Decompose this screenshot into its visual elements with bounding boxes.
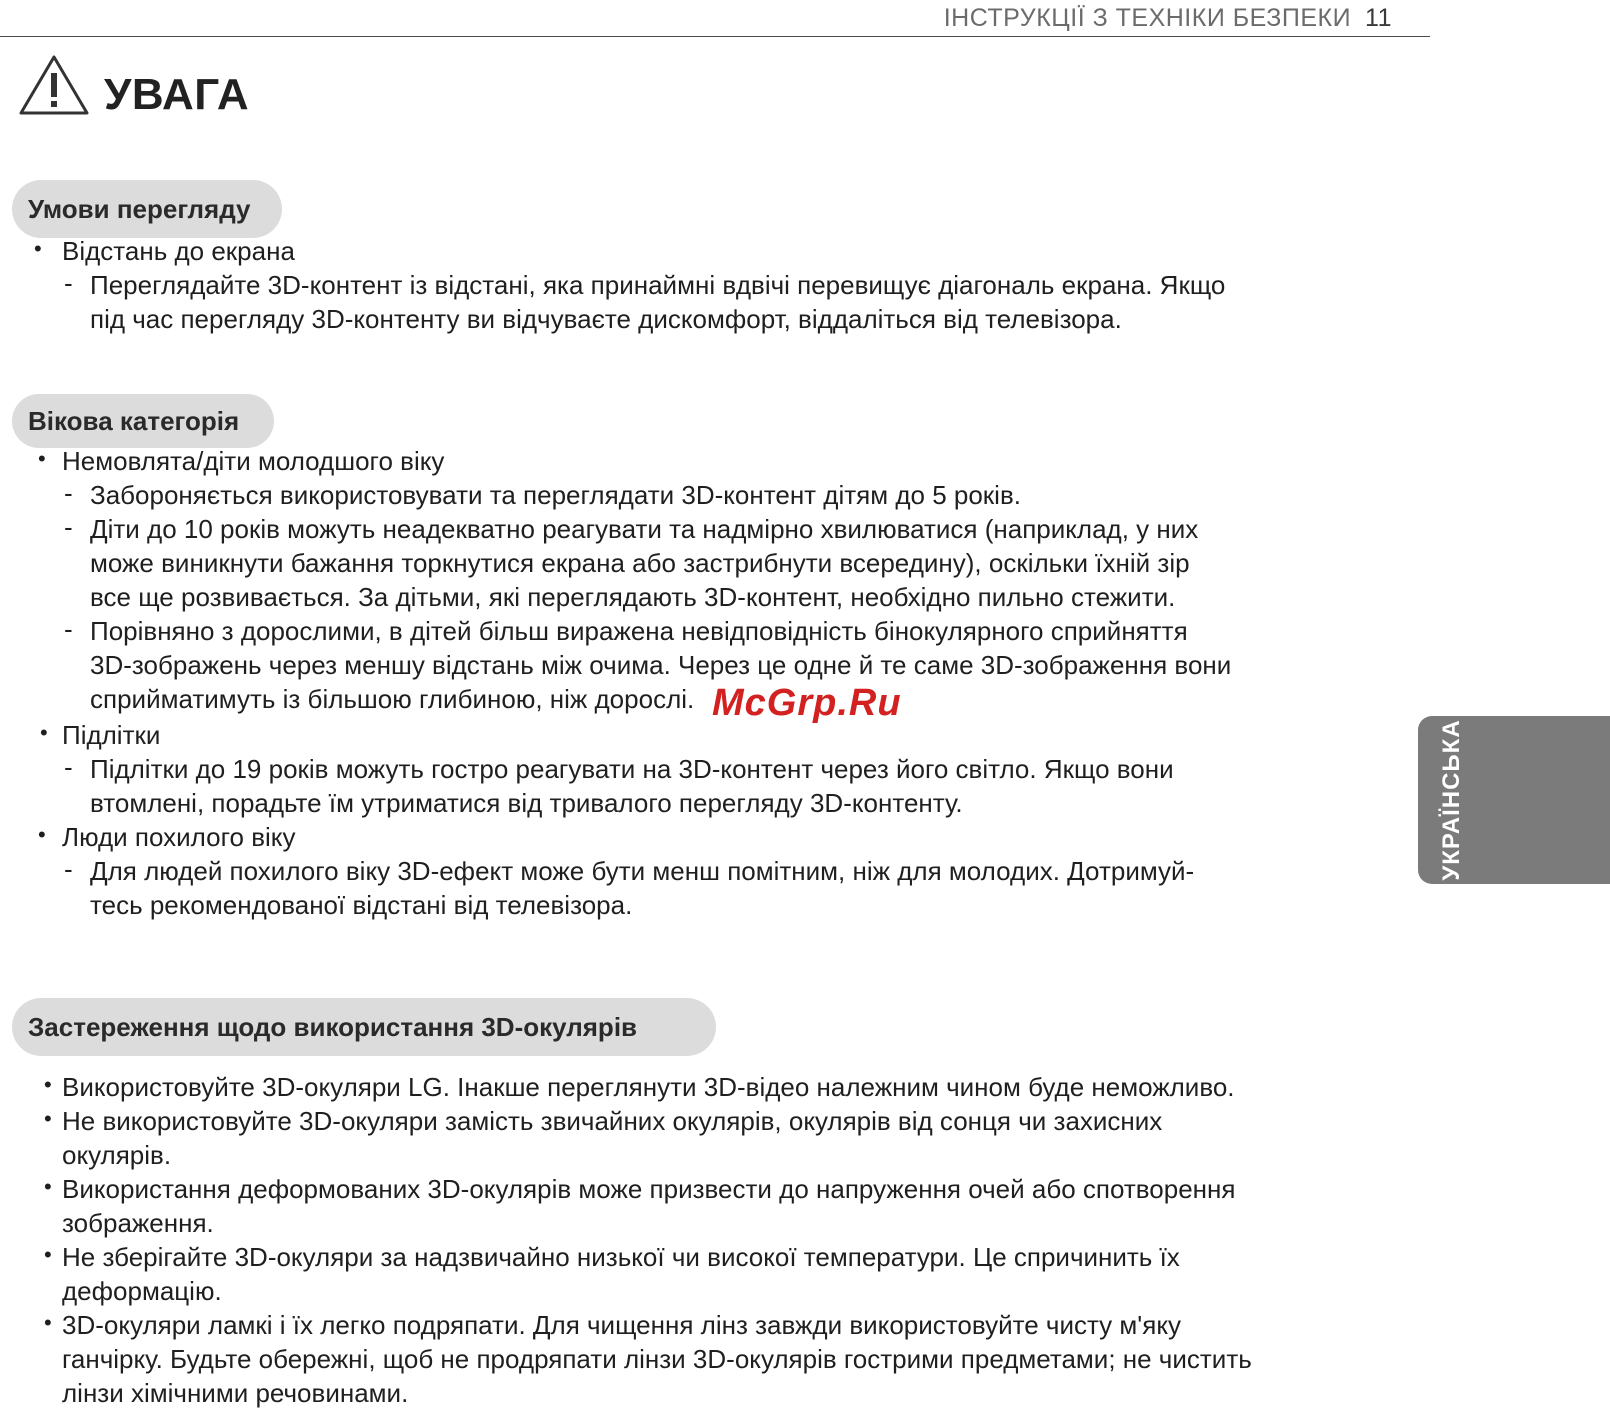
list-item: Підлітки до 19 років можуть гостро реагувати на 3D-контент через його світло. Якщо вони <box>90 754 1174 784</box>
list-item: Використовуйте 3D-окуляри LG. Інакше переглянути 3D-відео належним чином буде неможливо. <box>62 1072 1235 1102</box>
bullet-dot: • <box>44 1072 52 1097</box>
bullet-dot: • <box>38 822 46 847</box>
header-title: ІНСТРУКЦІЇ З ТЕХНІКИ БЕЗПЕКИ <box>943 3 1352 32</box>
list-item: втомлені, порадьте їм утриматися від тривалого перегляду 3D-контенту. <box>90 788 963 818</box>
watermark: McGrp.Ru <box>712 682 902 724</box>
list-item: все ще розвивається. За дітьми, які переглядають 3D-контент, необхідно пильно стежити. <box>90 582 1176 612</box>
warning-heading <box>18 50 249 120</box>
list-item: Підлітки <box>62 720 161 750</box>
dash-marker: - <box>64 478 73 508</box>
list-item: Забороняється використовувати та переглядати 3D-контент дітям до 5 років. <box>90 480 1021 510</box>
list-item: Порівняно з дорослими, в дітей більш виражена невідповідність бінокулярного сприйняття <box>90 616 1188 646</box>
bullet-dot: • <box>44 1242 52 1267</box>
list-item: Використання деформованих 3D-окулярів може призвести до напруження очей або спотворення <box>62 1174 1236 1204</box>
list-item: Немовлята/діти молодшого віку <box>62 446 445 476</box>
dash-marker: - <box>64 614 73 644</box>
bullet-dot: • <box>40 720 48 745</box>
section-heading-age: Вікова категорія <box>12 394 274 448</box>
warning-triangle-icon <box>18 53 90 117</box>
list-item: Люди похилого віку <box>62 822 296 852</box>
list-item: Не зберігайте 3D-окуляри за надзвичайно низької чи високої температури. Це спричинить їх <box>62 1242 1180 1272</box>
language-tab <box>1418 716 1610 884</box>
list-item: тесь рекомендованої відстані від телевізора. <box>90 890 633 920</box>
list-item: під час перегляду 3D-контенту ви відчуваєте дискомфорт, віддаліться від телевізора. <box>90 304 1122 334</box>
list-item: Для людей похилого віку 3D-ефект може бути менш помітним, ніж для молодих. Дотримуй- <box>90 856 1195 886</box>
bullet-dot: • <box>38 446 46 471</box>
list-item: окулярів. <box>62 1140 172 1170</box>
bullet-dot: • <box>34 236 42 261</box>
warning-title: УВАГА <box>104 70 250 119</box>
list-item: лінзи хімічними речовинами. <box>62 1378 409 1408</box>
list-item: 3D-зображень через меншу відстань між очима. Через це одне й те саме 3D-зображення вони <box>90 650 1232 680</box>
dash-marker: - <box>64 854 73 884</box>
list-item: деформацію. <box>62 1276 222 1306</box>
dash-marker: - <box>64 752 73 782</box>
list-item: зображення. <box>62 1208 214 1238</box>
dash-marker: - <box>64 512 73 542</box>
list-item: Діти до 10 років можуть неадекватно реагувати та надмірно хвилюватися (наприклад, у них <box>90 514 1199 544</box>
language-tab-label: УКРАЇНСЬКА <box>1438 719 1465 881</box>
page-header <box>944 0 1392 36</box>
list-item: сприйматимуть із більшою глибиною, ніж дорослі. <box>90 684 695 714</box>
bullet-dot: • <box>44 1310 52 1335</box>
section-heading-viewing: Умови перегляду <box>12 180 282 238</box>
section-heading-glasses: Застереження щодо використання 3D-окулярів <box>12 998 716 1056</box>
list-item: Переглядайте 3D-контент із відстані, яка принаймні вдвічі перевищує діагональ екрана. Якщо <box>90 270 1226 300</box>
list-item: ганчірку. Будьте обережні, щоб не продряпати лінзи 3D-окулярів гострими предметами; не чистить <box>62 1344 1252 1374</box>
header-divider <box>0 36 1430 37</box>
list-item: може виникнути бажання торкнутися екрана або застрибнути всередину), оскільки їхній зір <box>90 548 1190 578</box>
bullet-dot: • <box>44 1106 52 1131</box>
page-number: 11 <box>1365 3 1392 32</box>
list-item: Не використовуйте 3D-окуляри замість звичайних окулярів, окулярів від сонця чи захисних <box>62 1106 1163 1136</box>
dash-marker: - <box>64 268 73 298</box>
list-item: Відстань до екрана <box>62 236 295 266</box>
list-item: 3D-окуляри ламкі і їх легко подряпати. Для чищення лінз завжди використовуйте чисту м'яку <box>62 1310 1181 1340</box>
bullet-dot: • <box>44 1174 52 1199</box>
